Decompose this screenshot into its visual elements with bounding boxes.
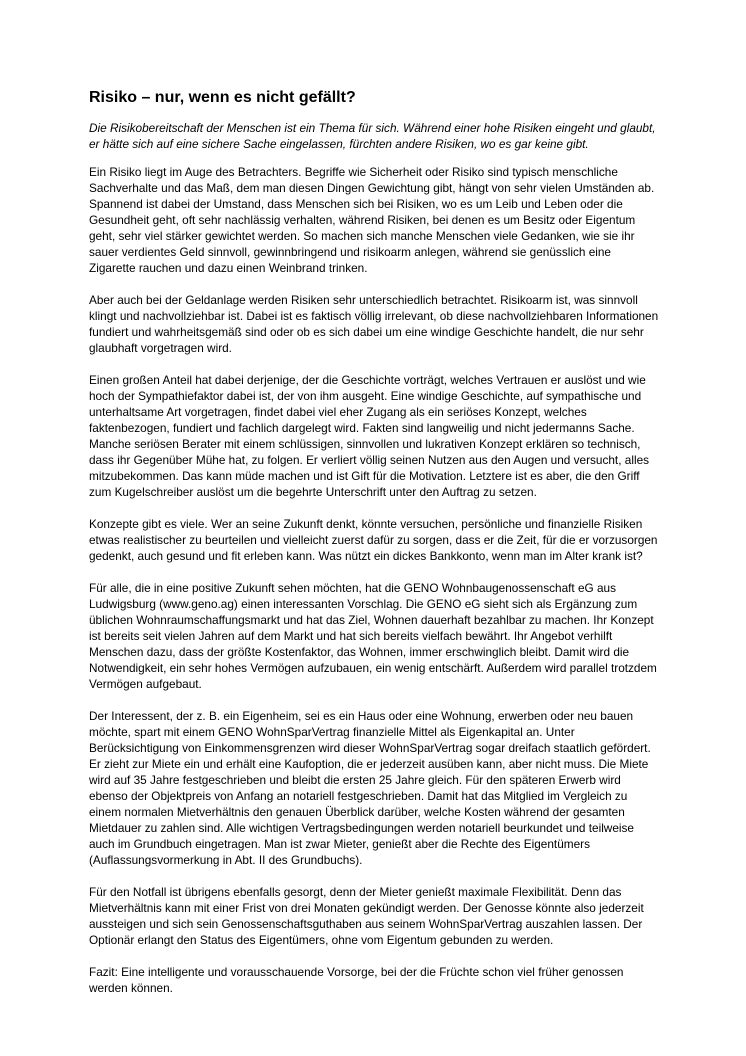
body-paragraph-4: Konzepte gibt es viele. Wer an seine Zukunft denkt, könnte versuchen, persönliche und finanzielle Risiken etwas realistischer zu beurteilen und vielleicht zuerst dafür zu sorgen, dass er die Zeit, für die er vorzusorgen gedenkt, auch gesund und fit erleben kann. Was nützt ein dickes Bankkonto, wenn man im Alter krank ist?: [89, 517, 658, 563]
body-paragraph-3: Einen großen Anteil hat dabei derjenige, der die Geschichte vorträgt, welches Vertrauen er auslöst und wie hoch der Sympathiefaktor dabei ist, der von ihm ausgeht. Eine windige Geschichte, auf sympathische und unterhaltsame Art vorgetragen, findet dabei viel eher Zugang als ein seriöses Konzept, welches faktenbezogen, fundiert und fachlich dargelegt wird. Fakten sind langweilig und nicht jedermanns Sache. Manche seriösen Berater mit einem schlüssigen, sinnvollen und lukrativen Konzept erklären so technisch, dass ihr Gegenüber Mühe hat, zu folgen. Er verliert völlig seinen Nutzen aus den Augen und versucht, alles mitzubekommen. Das kann müde machen und ist Gift für die Motivation. Letztere ist es aber, die den Griff zum Kugelschreiber auslöst um die begehrte Unterschrift unter den Auftrag zu setzen.: [89, 373, 650, 499]
body-paragraph-6: Der Interessent, der z. B. ein Eigenheim, sei es ein Haus oder eine Wohnung, erwerben oder neu bauen möchte, spart mit einem GENO WohnSparVertrag finanzielle Mittel als Eigenkapital an. Unter Berücksichtigung von Einkommensgrenzen wird dieser WohnSparVertrag sogar dreifach staatlich gefördert. Er zieht zur Miete ein und erhält eine Kaufoption, die er jederzeit ausüben kann, aber nicht muss. Die Miete wird auf 35 Jahre festgeschrieben und bleibt die ersten 25 Jahre gleich. Für den späteren Erwerb wird ebenso der Objektpreis von Anfang an notariell festgeschrieben. Damit hat das Mitglied im Vergleich zu einem normalen Mietverhältnis den genauen Überblick darüber, welche Kosten während der gesamten Mietdauer zu zahlen sind. Alle wichtigen Vertragsbedingungen werden notariell beurkundet und teilweise auch im Grundbuch eingetragen. Man ist zwar Mieter, genießt aber die Rechte des Eigentümers (Auflassungsvormerkung in Abt. II des Grundbuchs).: [89, 709, 651, 867]
body-paragraph-1: Ein Risiko liegt im Auge des Betrachters. Begriffe wie Sicherheit oder Risiko sind typisch menschliche Sachverhalte und das Maß, dem man diesen Dingen Gewichtung gibt, hängt von sehr vielen Umständen ab. Spannend ist dabei der Umstand, dass Menschen sich bei Risiken, wo es um Leib und Leben oder die Gesundheit geht, oft sehr nachlässig verhalten, während Risiken, bei denen es um Besitz oder Eigentum geht, sehr viel stärker gewichtet werden. So machen sich manche Menschen viele Gedanken, wie sie ihr sauer verdientes Geld sinnvoll, gewinnbringend und risikoarm anlegen, während sie genüsslich eine Zigarette rauchen und dazu einen Weinbrand trinken.: [89, 165, 655, 275]
lead-paragraph: Die Risikobereitschaft der Menschen ist ein Thema für sich. Während einer hohe Risiken eingeht und glaubt, er hätte sich auf eine sichere Sache eingelassen, fürchten andere Risiken, wo es gar keine gibt.: [89, 121, 656, 151]
document-title: Risiko – nur, wenn es nicht gefällt?: [89, 89, 356, 106]
body-paragraph-2: Aber auch bei der Geldanlage werden Risiken sehr unterschiedlich betrachtet. Risikoarm ist, was sinnvoll klingt und nachvollziehbar ist. Dabei ist es faktisch völlig irrelevant, ob diese nachvollziehbaren Informationen fundiert und wahrheitsgemäß sind oder ob es sich dabei um eine windige Geschichte handelt, die nur sehr glaubhaft vorgetragen wird.: [89, 293, 659, 355]
body-paragraph-5: Für alle, die in eine positive Zukunft sehen möchten, hat die GENO Wohnbaugenossenschaft eG aus Ludwigsburg (www.geno.ag) einen interessanten Vorschlag. Die GENO eG sieht sich als Ergänzung zum üblichen Wohnraumschaffungsmarkt und hat das Ziel, Wohnen dauerhaft bezahlbar zu machen. Ihr Konzept ist bereits seit vielen Jahren auf dem Markt und hat sich bereits vielfach bewährt. Ihr Angebot verhilft Menschen dazu, dass der größte Kostenfaktor, das Wohnen, immer erschwinglich bleibt. Damit wird die Notwendigkeit, ein sehr hohes Vermögen aufzubauen, ein wenig entschärft. Außerdem wird parallel trotzdem Vermögen aufgebaut.: [89, 581, 657, 691]
conclusion-paragraph: Fazit: Eine intelligente und vorausschauende Vorsorge, bei der die Früchte schon viel früher genossen werden können.: [89, 965, 624, 995]
body-paragraph-7: Für den Notfall ist übrigens ebenfalls gesorgt, denn der Mieter genießt maximale Flexibilität. Denn das Mietverhältnis kann mit einer Frist von drei Monaten gekündigt werden. Der Genosse könnte also jederzeit aussteigen und sich sein Genossenschaftsguthaben aus seinem WohnSparVertrag auszahlen lassen. Der Optionär erlangt den Status des Eigentümers, ohne vom Eigentum gebunden zu werden.: [89, 885, 644, 947]
document-page: [89, 88, 659, 1012]
